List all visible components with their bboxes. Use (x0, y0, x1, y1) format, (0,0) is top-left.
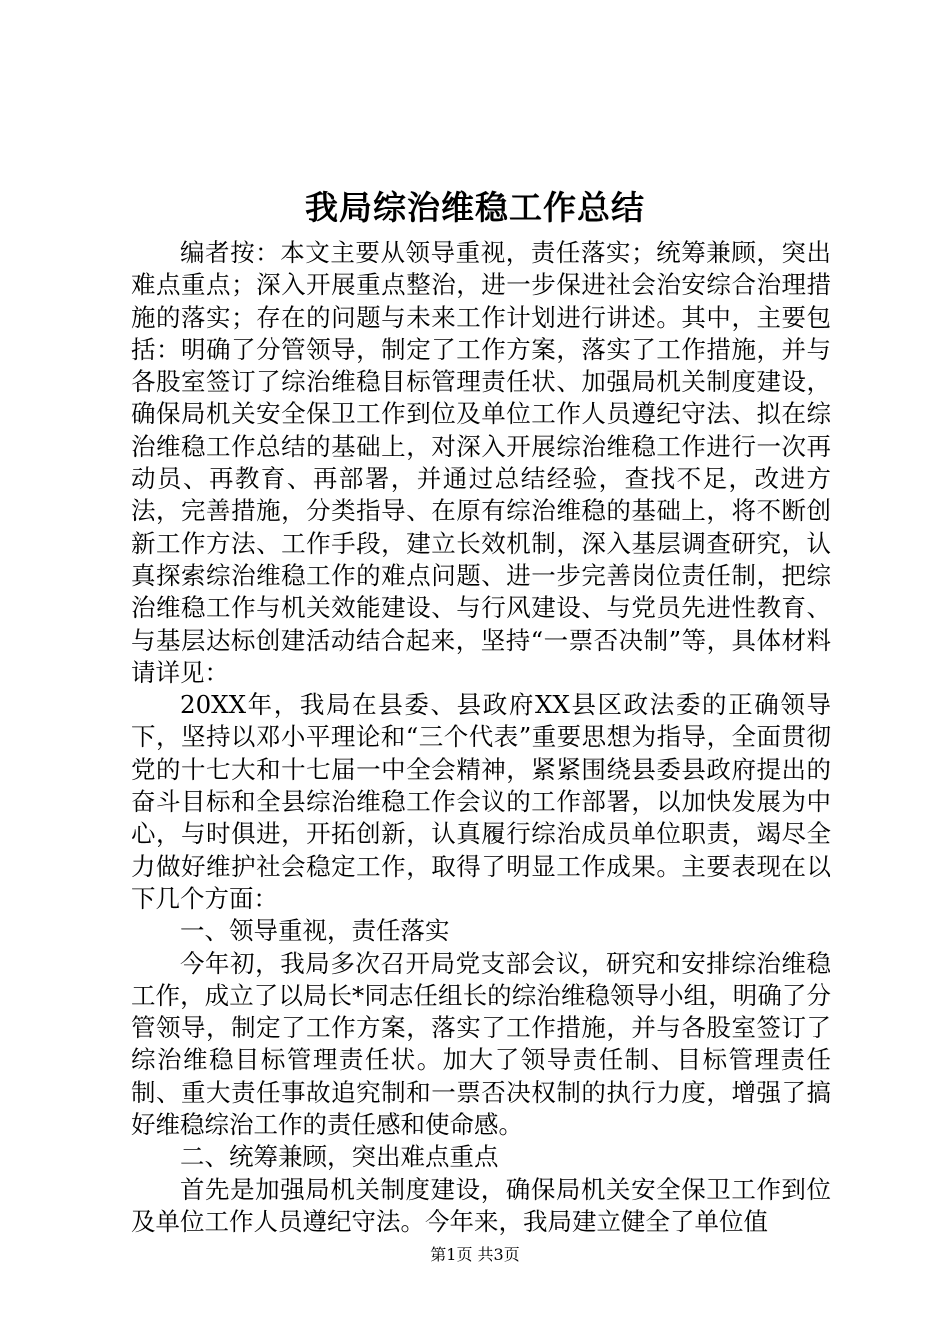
editor-note-paragraph: 编者按：本文主要从领导重视，责任落实；统筹兼顾，突出难点重点；深入开展重点整治，进一步保进社会治安综合治理措施的落实；存在的问题与未来工作计划进行讲述。其中，主要包括：明确了分管领导，制定了工作方案，落实了工作措施，并与各股室签订了综治维稳目标管理责任状、加强局机关制度建设，确保局机关安全保卫工作到位及单位工作人员遵纪守法、拟在综治维稳工作总结的基础上，对深入开展综治维稳工作进行一次再动员、再教育、再部署，并通过总结经验，查找不足，改进方法，完善措施，分类指导、在原有综治维稳的基础上，将不断创新工作方法、工作手段，建立长效机制，深入基层调查研究，认真探索综治维稳工作的难点问题、进一步完善岗位责任制，把综治维稳工作与机关效能建设、与行风建设、与党员先进性教育、与基层达标创建活动结合起来，坚持“一票否决制”等，具体材料请详见： (131, 238, 831, 687)
section-1-paragraph: 今年初，我局多次召开局党支部会议，研究和安排综治维稳工作，成立了以局长*同志任组长的综治维稳领导小组，明确了分管领导，制定了工作方案，落实了工作措施，并与各股室签订了综治维稳目标管理责任状。加大了领导责任制、目标管理责任制、重大责任事故追究制和一票否决权制的执行力度，增强了搞好维稳综治工作的责任感和使命感。 (131, 948, 831, 1140)
section-heading-2: 二、统筹兼顾，突出难点重点 (180, 1142, 499, 1172)
intro-paragraph: 20XX年，我局在县委、县政府XX县区政法委的正确领导下，坚持以邓小平理论和“三个代表”重要思想为指导，全面贯彻党的十七大和十七届一中全会精神，紧紧围绕县委县政府提出的奋斗目标和全县综治维稳工作会议的工作部署，以加快发展为中心，与时俱进，开拓创新，认真履行综治成员单位职责，竭尽全力做好维护社会稳定工作，取得了明显工作成果。主要表现在以下几个方面： (131, 690, 831, 913)
section-heading-1: 一、领导重视，责任落实 (180, 916, 450, 946)
document-body (131, 237, 831, 1238)
page-footer: 第1页 共3页 (430, 1245, 520, 1264)
document-title: 我局综治维稳工作总结 (305, 188, 645, 227)
section-2-paragraph: 首先是加强局机关制度建设，确保局机关安全保卫工作到位及单位工作人员遵纪守法。今年来，我局建立健全了单位值 (131, 1174, 831, 1236)
